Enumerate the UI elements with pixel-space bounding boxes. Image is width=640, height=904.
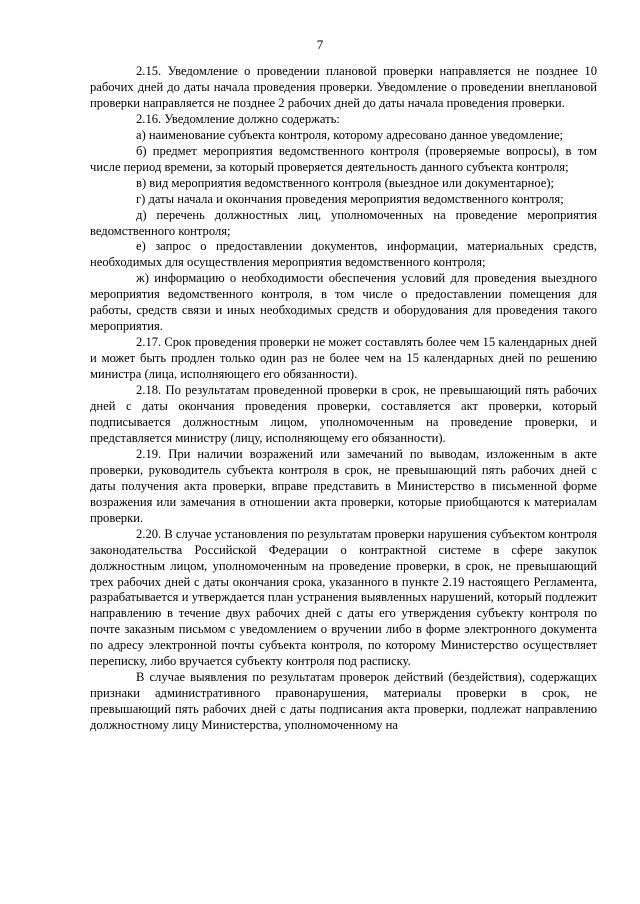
- list-item-b: б) предмет мероприятия ведомственного контроля (проверяемые вопросы), в том числе период времени, за который проверяется деятельность данного субъекта контроля;: [90, 143, 597, 174]
- list-item-a: а) наименование субъекта контроля, которому адресовано данное уведомление;: [136, 127, 564, 142]
- paragraph-2-19: 2.19. При наличии возражений или замечаний по выводам, изложенным в акте проверки, руководитель субъекта контроля в срок, не превышающий пять рабочих дней с даты получения акта проверки, вправе представить в Министерство в письменной форме возражения или замечания в отношении акта проверки, которые приобщаются к материалам проверки.: [90, 446, 597, 525]
- paragraph-2-17: 2.17. Срок проведения проверки не может составлять более чем 15 календарных дней и может быть продлен только один раз не более чем на 15 календарных дней по решению министра (лица, исполняющего его обязанности).: [90, 335, 597, 382]
- paragraph-2-15: 2.15. Уведомление о проведении плановой проверки направляется не позднее 10 рабочих дней до даты начала проведения проверки. Уведомление о проведении внеплановой проверки направляется не позднее 2 рабочих дней до даты начала проведения проверки.: [90, 64, 597, 110]
- list-item-d: д) перечень должностных лиц, уполномоченных на проведение мероприятия ведомственного контроля;: [90, 207, 597, 238]
- document-body: [90, 64, 597, 734]
- paragraph-violations: В случае выявления по результатам проверок действий (бездействия), содержащих признаки административного правонарушения, материалы проверки в срок, не превышающий пять рабочих дней с даты подписания акта проверки, подлежат направлению должностному лицу Министерства, уполномоченному на: [90, 670, 597, 733]
- list-item-v: в) вид мероприятия ведомственного контроля (выездное или документарное);: [136, 175, 555, 190]
- list-item-zh: ж) информацию о необходимости обеспечения условий для проведения выездного мероприятия ведомственного контроля, в том числе о предоставлении помещения для работы, средств связи и иных необходимых средств и оборудования для проведения такого мероприятия.: [90, 271, 597, 334]
- page-number: 7: [316, 37, 324, 52]
- paragraph-2-18: 2.18. По результатам проведенной проверки в срок, не превышающий пять рабочих дней с даты окончания проведения проверки, составляется акт проверки, который подписывается должностным лицом, уполномоченным на проведение проверки, и представляется министру (лицу, исполняющему его обязанности).: [90, 383, 597, 445]
- paragraph-2-20: 2.20. В случае установления по результатам проверки нарушения субъектом контроля законодательства Российской Федерации о контрактной системе в сфере закупок должностным лицом, уполномоченным на проведение проверки, в срок, не превышающий трех рабочих дней с даты окончания срока, указанного в пункте 2.19 настоящего Регламента, разрабатывается и утверждается план устранения выявленных нарушений, который подлежит направлению в течение двух рабочих дней с даты его утверждения субъекту контроля по почте заказным письмом с уведомлением о вручении либо в форме электронного документа по адресу электронной почты субъекта контроля, по которому Министерство осуществляет переписку, либо вручается субъекту контроля под расписку.: [90, 526, 597, 669]
- paragraph-2-16: 2.16. Уведомление должно содержать:: [136, 111, 340, 126]
- list-item-g: г) даты начала и окончания проведения мероприятия ведомственного контроля;: [136, 191, 564, 206]
- list-item-e: е) запрос о предоставлении документов, информации, материальных средств, необходимых для осуществления мероприятия ведомственного контроля;: [90, 239, 597, 270]
